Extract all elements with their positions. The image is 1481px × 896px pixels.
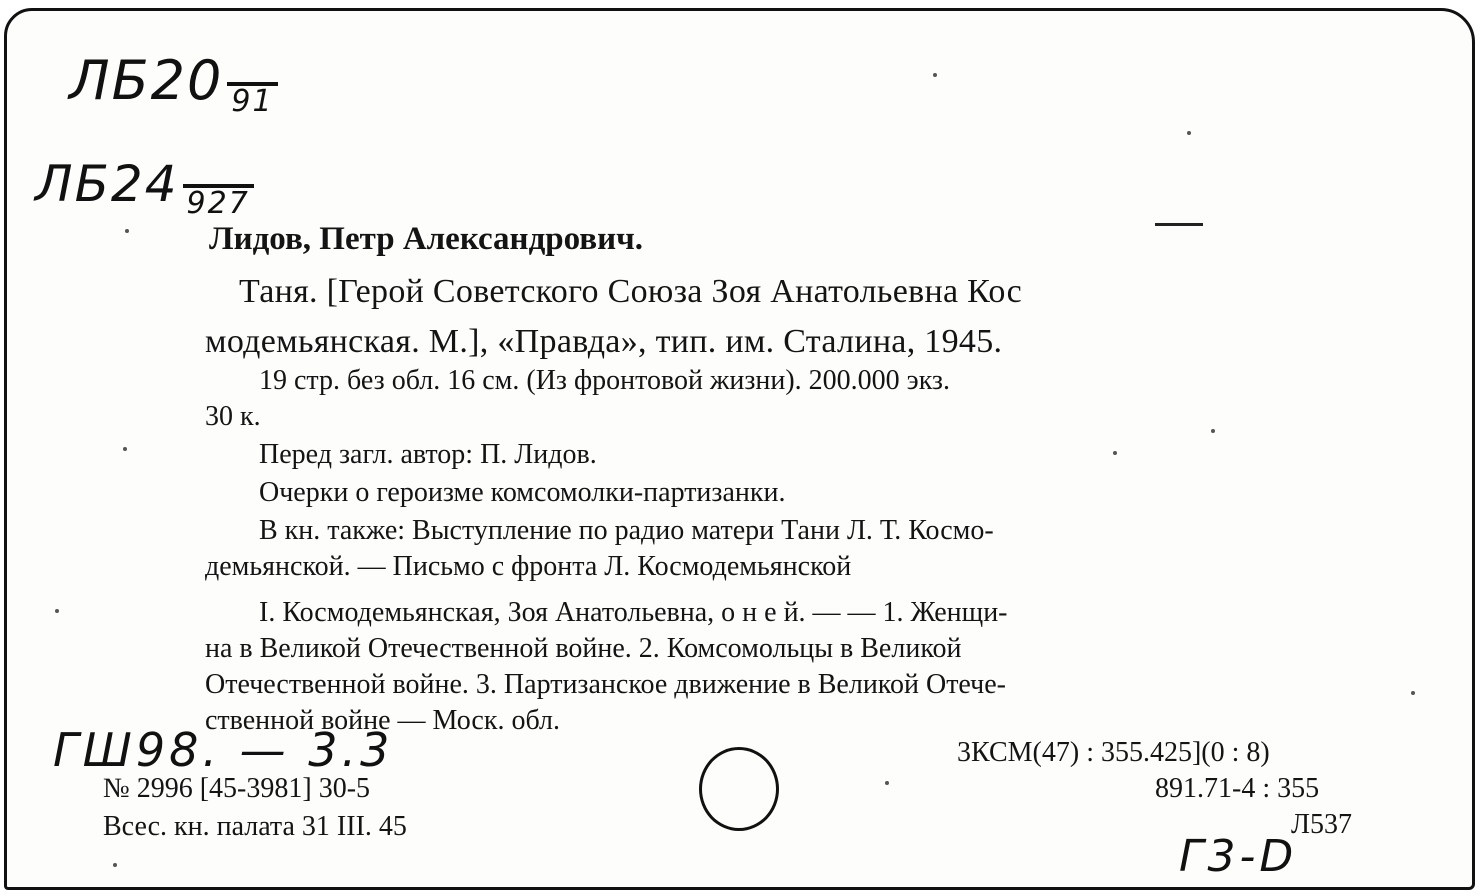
classification-line-1: 3КСМ(47) : 355.425](0 : 8) (957, 737, 1270, 768)
subject-line-4: ственной войне — Моск. обл. (205, 705, 560, 736)
shelf-mark-2-fraction: 927 (183, 184, 254, 220)
book-chamber-date: Всес. кн. палата 31 III. 45 (103, 811, 407, 842)
handwritten-note-right: Г3-D (1179, 831, 1298, 882)
speck (123, 447, 127, 451)
shelf-mark-1-main: ЛБ20 (69, 49, 224, 112)
subject-line-2: на в Великой Отечественной войне. 2. Комсомольцы в Великой (205, 633, 962, 664)
shelf-mark-1 (69, 49, 278, 118)
note-line-1: Перед загл. автор: П. Лидов. (259, 439, 597, 470)
speck (1187, 131, 1191, 135)
physical-description-line-1: 19 стр. без обл. 16 см. (Из фронтовой жизни). 200.000 экз. (259, 365, 950, 396)
circular-stamp (699, 747, 779, 831)
speck (933, 73, 937, 77)
shelf-mark-2-main: ЛБ24 (35, 155, 179, 213)
note-line-3: В кн. также: Выступление по радио матери Тани Л. Т. Космо- (259, 515, 994, 546)
speck (885, 781, 889, 785)
author-heading: Лидов, Петр Александрович. (209, 221, 643, 257)
note-line-2: Очерки о героизме комсомолки-партизанки. (259, 477, 786, 508)
record-number: № 2996 [45-3981] 30-5 (103, 773, 371, 804)
shelf-mark-2 (35, 155, 254, 220)
speck (1113, 451, 1117, 455)
separator-dash (1155, 223, 1203, 226)
title-line-1: Таня. [Герой Советского Союза Зоя Анатольевна Кос (239, 273, 1022, 310)
physical-description-line-2: 30 к. (205, 401, 261, 432)
shelf-mark-1-fraction: 91 (227, 82, 277, 118)
handwritten-note-left: ГШ98. — 3.3 (53, 723, 394, 777)
catalog-card (4, 8, 1475, 890)
note-line-4: демьянской. — Письмо с фронта Л. Космодемьянской (205, 551, 852, 582)
speck (1211, 429, 1215, 433)
title-line-2: модемьянская. М.], «Правда», тип. им. Сталина, 1945. (205, 323, 1003, 360)
catalog-code: Л537 (1291, 809, 1352, 840)
speck (1411, 691, 1415, 695)
classification-line-2: 891.71-4 : 355 (1155, 773, 1320, 804)
speck (55, 609, 59, 613)
subject-line-3: Отечественной войне. 3. Партизанское движение в Великой Отече- (205, 669, 1006, 700)
speck (113, 863, 117, 867)
subject-line-1: I. Космодемьянская, Зоя Анатольевна, о н е й. — — 1. Женщи- (259, 597, 1008, 628)
speck (125, 229, 129, 233)
